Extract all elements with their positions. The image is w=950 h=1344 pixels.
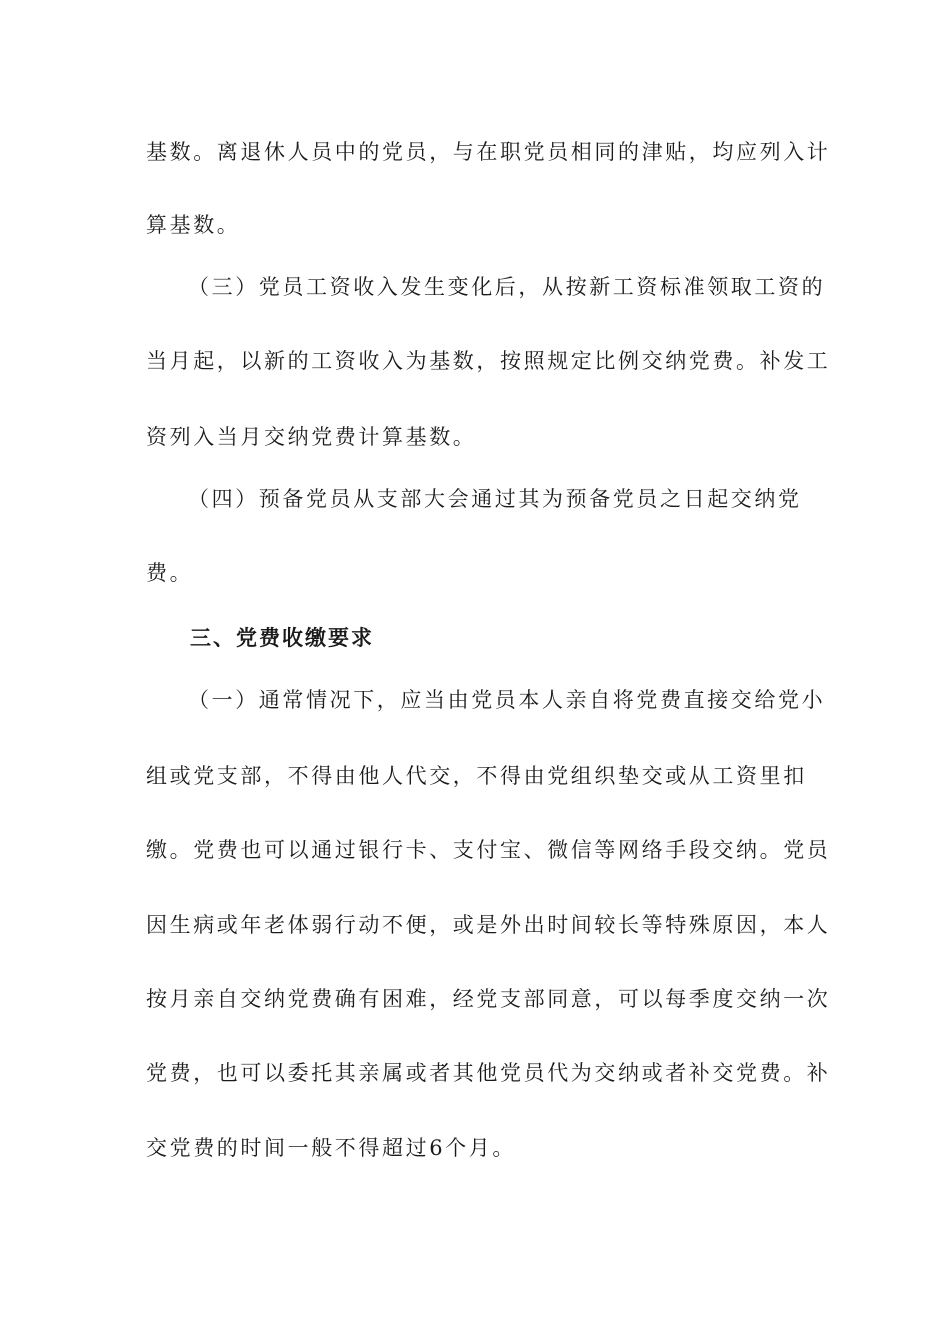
- text-line: （三）党员工资收入发生变化后，从按新工资标准领取工资的: [188, 275, 826, 299]
- text-line: 缴。党费也可以通过银行卡、支付宝、微信等网络手段交纳。党员: [146, 838, 831, 862]
- text-line: 交党费的时间一般不得超过6个月。: [146, 1136, 516, 1160]
- text-line: 因生病或年老体弱行动不便，或是外出时间较长等特殊原因，本人: [146, 913, 831, 937]
- text-line: 党费，也可以委托其亲属或者其他党员代为交纳或者补交党费。补: [146, 1061, 831, 1085]
- text-line: （一）通常情况下，应当由党员本人亲自将党费直接交给党小: [188, 688, 826, 712]
- text-line: 基数。离退休人员中的党员，与在职党员相同的津贴，均应列入计: [146, 140, 831, 164]
- text-line: 按月亲自交纳党费确有困难，经党支部同意，可以每季度交纳一次: [146, 987, 831, 1011]
- text-line: （四）预备党员从支部大会通过其为预备党员之日起交纳党: [188, 487, 802, 511]
- text-line: 当月起，以新的工资收入为基数，按照规定比例交纳党费。补发工: [146, 349, 831, 373]
- text-line: 组或党支部，不得由他人代交，不得由党组织垫交或从工资里扣: [146, 764, 807, 788]
- text-line: 算基数。: [146, 213, 241, 237]
- section-heading: 三、党费收缴要求: [190, 625, 374, 650]
- text-line: 费。: [146, 561, 194, 585]
- text-line: 资列入当月交纳党费计算基数。: [146, 425, 477, 449]
